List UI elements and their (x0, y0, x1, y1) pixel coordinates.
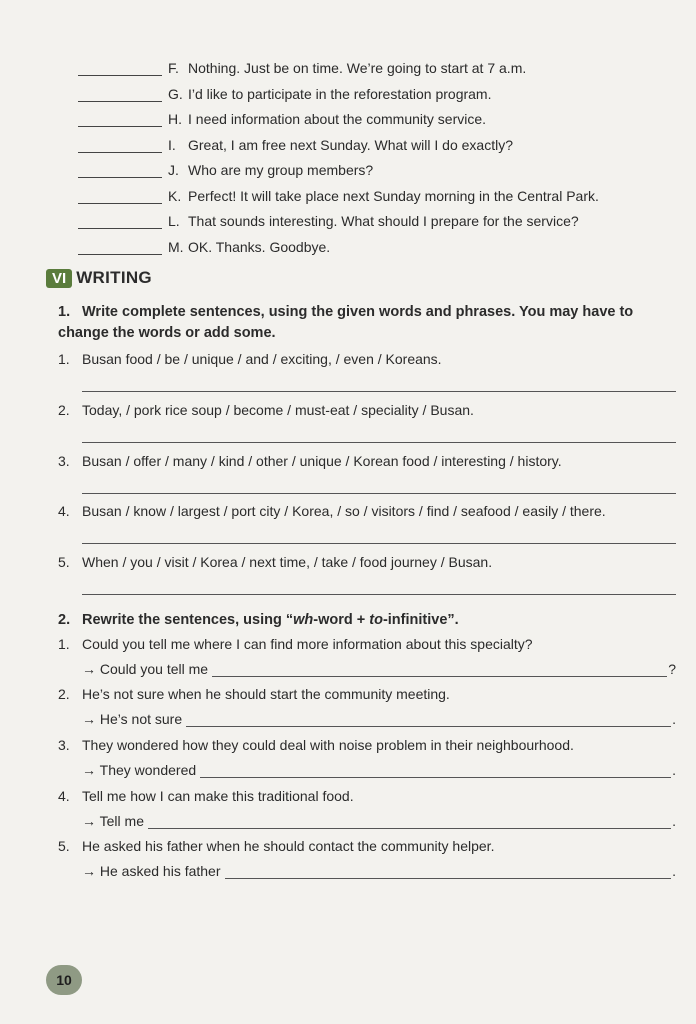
answer-line[interactable] (186, 710, 671, 727)
answer-line[interactable] (82, 390, 676, 392)
answer-blank[interactable] (78, 212, 162, 229)
answer-line[interactable] (82, 492, 676, 494)
exercise-2-item (58, 737, 678, 753)
answer-blank[interactable] (78, 136, 162, 153)
option-letter: K. (168, 188, 182, 204)
option-letter: G. (168, 86, 183, 102)
exercise-2-item (58, 788, 678, 804)
answer-line[interactable] (200, 761, 671, 778)
instruction-text-part: -word + (313, 612, 370, 628)
item-sentence: They wondered how they could deal with noise problem in their neighbourhood. (82, 737, 574, 753)
option-row (78, 233, 330, 255)
item-prompt: When / you / visit / Korea / next time, / take / food journey / Busan. (82, 554, 493, 570)
rewrite-prompt: → He asked his father (82, 863, 221, 879)
option-text: OK. Thanks. Goodbye. (188, 239, 331, 255)
option-letter: H. (168, 111, 182, 127)
exercise-1-item (58, 554, 678, 570)
option-row (78, 207, 579, 229)
sentence-end: . (672, 762, 676, 778)
option-text: Great, I am free next Sunday. What will I do exactly? (188, 137, 513, 153)
item-prompt: Busan food / be / unique / and / exciting, / even / Koreans. (82, 351, 442, 367)
sentence-end: . (672, 813, 676, 829)
exercise-1-item (58, 402, 678, 418)
answer-line[interactable] (82, 441, 676, 443)
rewrite-row (82, 710, 676, 727)
item-number: 2. (58, 686, 70, 702)
exercise-number: 2. (58, 612, 71, 628)
item-sentence: Could you tell me where I can find more information about this specialty? (82, 636, 533, 652)
option-row (78, 80, 492, 102)
sentence-end: . (672, 863, 676, 879)
option-row (78, 156, 373, 178)
item-number: 4. (58, 503, 70, 519)
answer-line[interactable] (82, 593, 676, 595)
option-letter: I. (168, 137, 176, 153)
item-number: 4. (58, 788, 70, 804)
item-number: 3. (58, 737, 70, 753)
option-text: I need information about the community service. (188, 111, 487, 127)
sentence-end: ? (668, 661, 676, 677)
section-title: WRITING (76, 268, 152, 287)
answer-blank[interactable] (78, 59, 162, 76)
page-number: 10 (46, 965, 82, 995)
item-prompt: Busan / know / largest / port city / Korea, / so / visitors / find / seafood / easily / there. (82, 503, 606, 519)
instruction-text: Write complete sentences, using the given words and phrases. You may have to change the words or add some. (58, 304, 634, 341)
option-text: Nothing. Just be on time. We’re going to start at 7 a.m. (188, 60, 527, 76)
option-row (78, 131, 513, 153)
option-letter: M. (168, 239, 184, 255)
instruction-text-part: Rewrite the sentences, using “ (82, 612, 294, 628)
exercise-1-item (58, 503, 678, 519)
option-letter: F. (168, 60, 179, 76)
option-row (78, 182, 599, 204)
rewrite-prompt: → He’s not sure (82, 711, 183, 727)
rewrite-row (82, 812, 676, 829)
answer-blank[interactable] (78, 85, 162, 102)
option-text: That sounds interesting. What should I prepare for the service? (188, 213, 579, 229)
rewrite-row (82, 660, 676, 677)
exercise-2-item (58, 636, 678, 652)
option-row (78, 54, 526, 76)
item-sentence: He asked his father when he should contact the community helper. (82, 838, 495, 854)
item-number: 3. (58, 453, 70, 469)
item-sentence: He’s not sure when he should start the community meeting. (82, 686, 450, 702)
answer-blank[interactable] (78, 161, 162, 178)
option-text: Perfect! It will take place next Sunday morning in the Central Park. (188, 188, 599, 204)
rewrite-row (82, 761, 676, 778)
sentence-end: . (672, 711, 676, 727)
item-number: 2. (58, 402, 70, 418)
rewrite-prompt: → Could you tell me (82, 661, 209, 677)
instruction-text-part: -infinitive”. (382, 612, 459, 628)
exercise-2-instruction (58, 610, 678, 631)
instruction-italic-to: to (369, 612, 383, 628)
exercise-number: 1. (58, 304, 71, 320)
section-badge: VI (46, 269, 72, 288)
rewrite-row (82, 862, 676, 879)
item-number: 5. (58, 554, 70, 570)
exercise-2-item (58, 838, 678, 854)
answer-line[interactable] (212, 660, 667, 677)
answer-line[interactable] (82, 542, 676, 544)
answer-blank[interactable] (78, 110, 162, 127)
option-row (78, 105, 486, 127)
item-number: 5. (58, 838, 70, 854)
section-header (46, 268, 152, 288)
option-letter: L. (168, 213, 180, 229)
instruction-italic-wh: wh (293, 612, 314, 628)
item-prompt: Today, / pork rice soup / become / must-eat / speciality / Busan. (82, 402, 474, 418)
exercise-1-item (58, 453, 678, 469)
item-number: 1. (58, 351, 70, 367)
item-sentence: Tell me how I can make this traditional food. (82, 788, 354, 804)
option-text: Who are my group members? (188, 162, 374, 178)
answer-blank[interactable] (78, 187, 162, 204)
exercise-2-item (58, 686, 678, 702)
rewrite-prompt: → Tell me (82, 813, 144, 829)
answer-line[interactable] (225, 862, 672, 879)
exercise-1-instruction (58, 302, 678, 344)
answer-blank[interactable] (78, 238, 162, 255)
rewrite-prompt: → They wondered (82, 762, 197, 778)
option-text: I’d like to participate in the reforestation program. (188, 86, 492, 102)
option-letter: J. (168, 162, 179, 178)
item-number: 1. (58, 636, 70, 652)
answer-line[interactable] (148, 812, 671, 829)
item-prompt: Busan / offer / many / kind / other / unique / Korean food / interesting / history. (82, 453, 562, 469)
exercise-1-item (58, 351, 678, 367)
